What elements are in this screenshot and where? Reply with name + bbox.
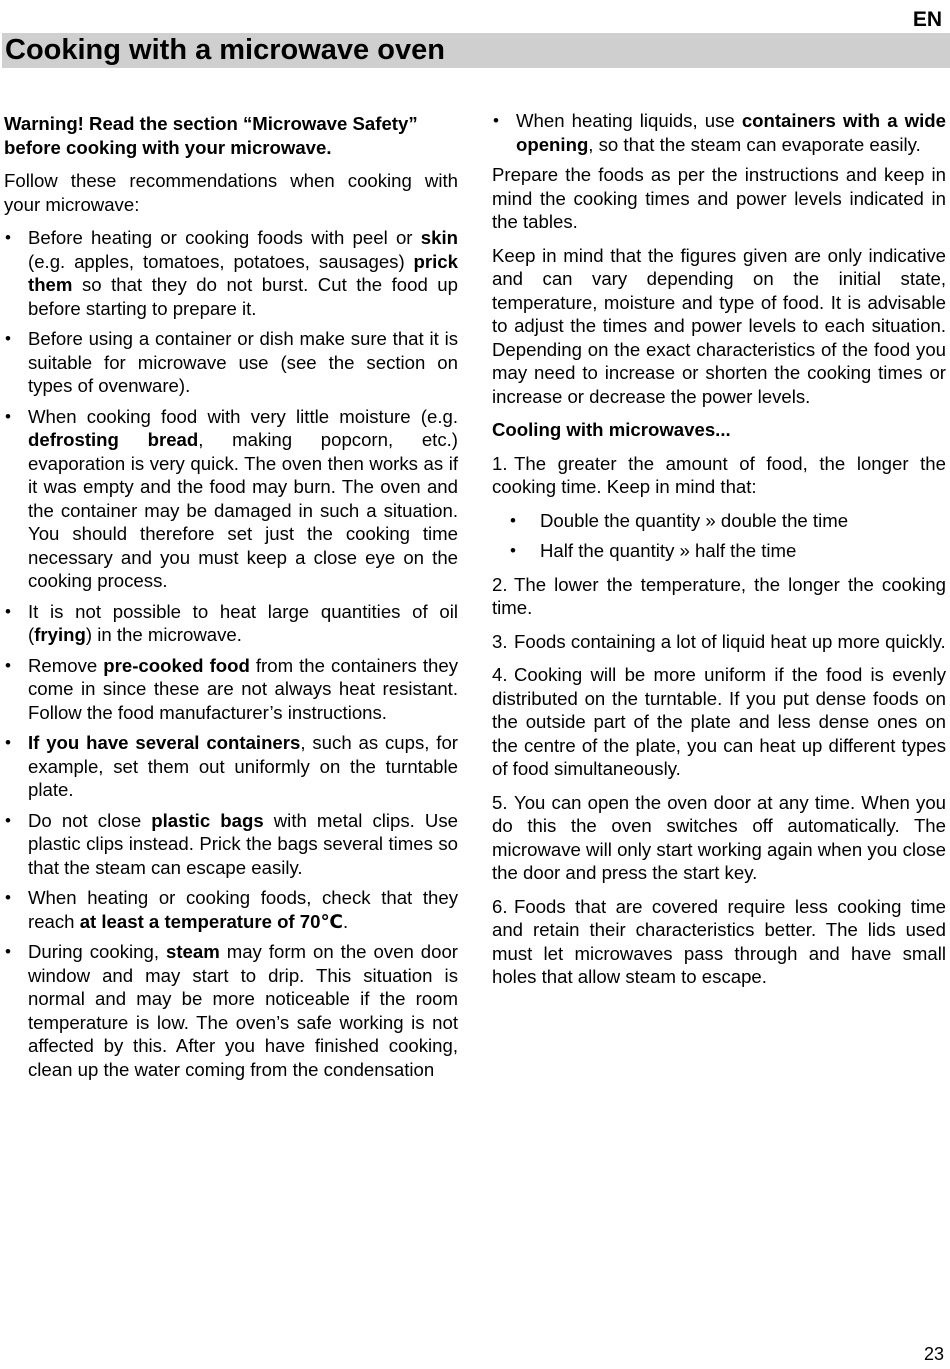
item-text: Before using a container or dish make sure that it is suitable for microwave use (see the section on types of ovenware). [28,328,458,396]
item-text: You can open the oven door at any time. When you do this the oven switches off automatically. The microwave will only start working again when you close the door and press the start key. [492,791,946,883]
item-text: so that they do not burst. Cut the food up before starting to prepare it. [28,274,458,319]
item-text: When heating liquids, use [516,110,742,131]
section-subheading: Cooling with microwaves... [492,419,731,440]
numbered-item [492,895,946,989]
item-text: It is not possible to heat large quantities of oil ( [28,600,458,645]
numbered-item [492,573,946,620]
item-text: ) in the microwave. [85,624,242,645]
page-number: 23 [923,1344,944,1364]
list-item [4,654,458,725]
list-item [4,600,458,647]
item-text: , such as cups, for example, set them out uniformly on the turntable plate. [28,732,458,800]
item-emphasis: prick them [28,250,458,295]
item-text: When cooking food with very little moisture (e.g. [28,405,458,427]
recommendation-list [4,226,458,1081]
sub-list [492,509,946,563]
paragraph: Prepare the foods as per the instructions and keep in mind the cooking times and power levels indicated in the tables. [492,164,946,232]
item-emphasis: containers with a wide opening [516,110,946,155]
item-emphasis: at least a temperature of 70℃ [79,910,343,932]
item-text: , making popcorn, etc.) evaporation is very quick. The oven then works as if it was empty and the food may burn. The oven and the container may be damaged in such a situation. You should therefore set just the cooking time necessary and you must keep a close eye on the cooking process. [28,429,459,591]
item-emphasis: steam [166,941,220,962]
sub-list-item: • Double the quantity » double the time [492,509,946,533]
item-emphasis: skin [420,227,458,248]
item-text: with metal clips. Use plastic clips instead. Prick the bags several times so that the steam can escape easily. [28,809,458,878]
item-emphasis: frying [34,624,86,645]
numbered-item [492,452,946,499]
item-text: from the containers they come in since these are not always heat resistant. Follow the food manufacturer’s instructions. [28,654,459,723]
numbered-item [492,791,946,885]
item-text: The lower the temperature, the longer the cooking time. [492,573,946,618]
list-item [492,109,946,156]
item-number: 1. [492,452,508,474]
item-emphasis: defrosting bread [28,429,199,450]
item-text: Remove [28,654,104,676]
item-text: (e.g. apples, tomatoes, potatoes, sausages) [28,250,414,272]
item-text: Cooking will be more uniform if the food is evenly distributed on the turntable. If you put dense foods on the outside part of the plate and less dense ones on the centre of the plate, you can heat up different types of food simultaneously. [492,664,946,779]
list-item [4,886,458,933]
item-text: The greater the amount of food, the longer the cooking time. Keep in mind that: [492,452,946,497]
list-item [4,327,458,398]
language-code: EN [912,8,942,31]
list-item [4,405,458,593]
list-item [4,731,458,802]
item-text: . [343,910,349,932]
list-item [4,809,458,880]
item-emphasis: plastic bags [151,809,264,831]
title-bar [2,33,950,68]
item-text: During cooking, [28,941,166,962]
item-text: When heating or cooking foods, check that they reach [28,887,458,932]
item-emphasis: If you have several containers [28,732,301,753]
intro-text: Follow these recommendations when cooking with your microwave: [4,170,458,215]
item-number: 6. [492,895,508,917]
right-column [492,109,946,999]
item-text: may form on the oven door window and may start to drip. This situation is normal and may be more noticeable if the room temperature is low. The oven’s safe working is not affected by this. After you have finished cooking, clean up the water coming from the condensation [28,941,458,1080]
item-number: 4. [492,664,508,685]
recommendation-list-continued [492,109,946,156]
item-text: Foods that are covered require less cooking time and retain their characteristics better. The lids used must let microwaves pass through and have small holes that allow steam to escape. [492,895,946,987]
list-item [4,940,458,1081]
list-item [4,226,458,320]
left-column [4,112,458,1088]
sub-list-item: • Half the quantity » half the time [492,539,946,563]
page-title: Cooking with a microwave oven [5,34,445,66]
warning-text: Warning! Read the section “Microwave Safety” before cooking with your microwave. [4,113,418,158]
item-emphasis: pre-cooked food [103,654,250,676]
item-text: Before heating or cooking foods with peel or [28,227,421,248]
numbered-item [492,630,946,654]
item-number: 5. [492,791,508,813]
item-text: , so that the steam can evaporate easily. [588,133,921,155]
item-text: Do not close [28,809,152,831]
numbered-item [492,663,946,781]
item-number: 2. [492,573,508,595]
item-number: 3. [492,630,508,652]
item-text: Foods containing a lot of liquid heat up more quickly. [514,630,946,652]
paragraph: Keep in mind that the figures given are only indicative and can vary depending on the initial state, temperature, moisture and type of food. It is advisable to adjust the times and power levels to each situation. Depending on the exact characteristics of the food you may need to increase or shorten the cooking times or increase or decrease the power levels. [492,244,946,407]
